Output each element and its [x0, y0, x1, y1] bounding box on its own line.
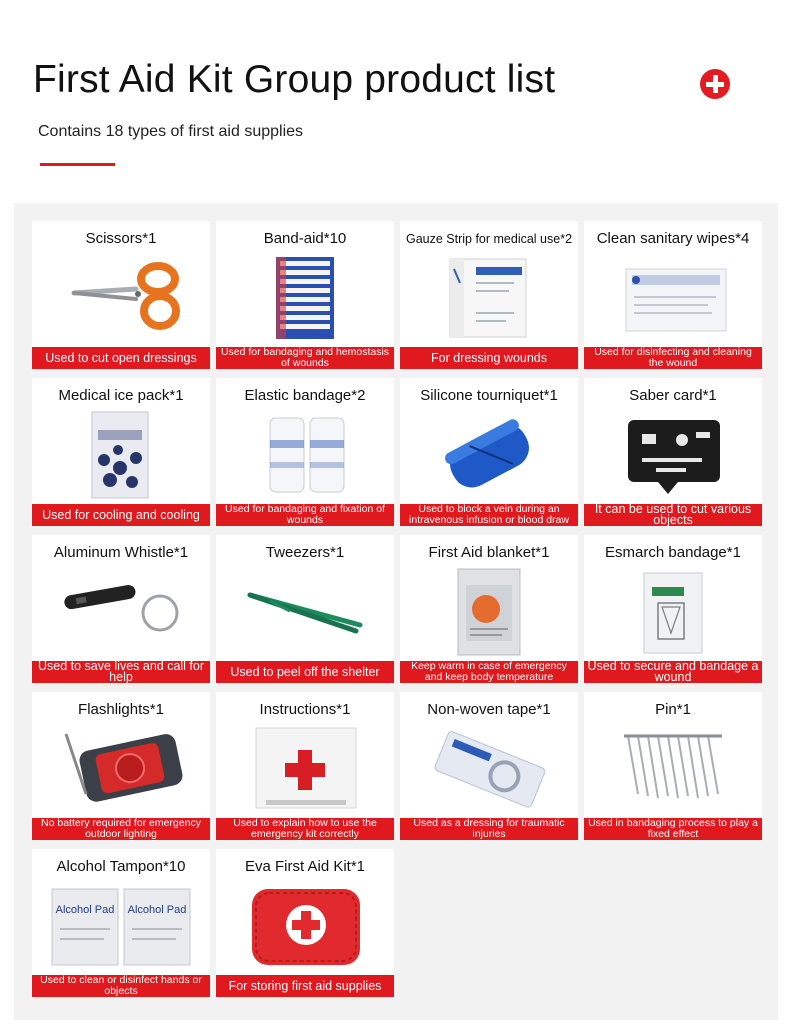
product-caption: Used to cut open dressings	[32, 347, 210, 369]
scissors-icon	[46, 253, 196, 343]
product-name: Non-woven tape*1	[427, 701, 551, 718]
product-caption: No battery required for emergency outdoor lighting	[32, 818, 210, 840]
product-card-non-woven-tape	[400, 692, 578, 840]
product-card-tweezers	[216, 535, 394, 683]
product-card-first-aid-blanket	[400, 535, 578, 683]
product-card-aluminum-whistle	[32, 535, 210, 683]
tourniquet-icon	[414, 410, 564, 500]
safety-pins-icon	[598, 724, 748, 814]
product-caption: Keep warm in case of emergency and keep body temperature	[400, 661, 578, 683]
esmarch-pack-icon	[598, 567, 748, 657]
tweezers-icon	[230, 567, 380, 657]
product-caption: Used to save lives and call for help	[32, 661, 210, 683]
product-name: Clean sanitary wipes*4	[596, 230, 750, 247]
flashlight-icon	[46, 724, 196, 814]
product-name: Medical ice pack*1	[58, 387, 184, 404]
title-underline	[40, 163, 115, 166]
booklet-icon	[230, 724, 380, 814]
saber-card-icon	[598, 410, 748, 500]
product-card-alcohol-tampon	[32, 849, 210, 997]
product-name: Flashlights*1	[78, 701, 164, 718]
product-caption: Used for bandaging and fixation of wounds	[216, 504, 394, 526]
wipes-pack-icon	[598, 253, 748, 343]
tape-pack-icon	[414, 724, 564, 814]
product-name: Band-aid*10	[263, 230, 347, 247]
product-name: Gauze Strip for medical use*2	[405, 232, 573, 246]
medical-cross-icon	[700, 69, 730, 99]
product-name: First Aid blanket*1	[428, 544, 550, 561]
product-name: Alcohol Tampon*10	[56, 858, 186, 875]
product-card-eva-first-aid-kit	[216, 849, 394, 997]
product-card-scissors	[32, 221, 210, 369]
ice-pack-icon	[46, 410, 196, 500]
product-name: Silicone tourniquet*1	[420, 387, 558, 404]
page-title: First Aid Kit Group product list	[33, 58, 556, 101]
product-card-flashlights	[32, 692, 210, 840]
product-card-sanitary-wipes	[584, 221, 762, 369]
alcohol-pad-print: Alcohol Pad	[55, 904, 115, 916]
product-name: Saber card*1	[629, 387, 717, 404]
product-caption: Used for disinfecting and cleaning the wound	[584, 347, 762, 369]
product-caption: Used to explain how to use the emergency kit correctly	[216, 818, 394, 840]
product-panel	[14, 203, 778, 1020]
product-caption: Used for bandaging and hemostasis of wounds	[216, 347, 394, 369]
product-name: Eva First Aid Kit*1	[244, 858, 366, 875]
page-subtitle: Contains 18 types of first aid supplies	[38, 123, 304, 140]
product-card-esmarch-bandage	[584, 535, 762, 683]
product-name: Aluminum Whistle*1	[53, 544, 189, 561]
product-name: Elastic bandage*2	[244, 387, 366, 404]
gauze-pack-icon	[414, 253, 564, 343]
product-caption: Used to peel off the shelter	[216, 661, 394, 683]
product-name: Instructions*1	[259, 701, 351, 718]
band-aid-icon	[230, 253, 380, 343]
whistle-icon	[46, 567, 196, 657]
product-card-gauze-strip	[400, 221, 578, 369]
header	[0, 0, 790, 200]
product-caption: Used as a dressing for traumatic injuries	[400, 818, 578, 840]
product-card-saber-card	[584, 378, 762, 526]
product-card-ice-pack	[32, 378, 210, 526]
product-name: Tweezers*1	[265, 544, 345, 561]
product-caption: Used for cooling and cooling	[32, 504, 210, 526]
bandage-roll-icon	[230, 410, 380, 500]
product-card-silicone-tourniquet	[400, 378, 578, 526]
eva-case-icon	[230, 881, 380, 971]
alcohol-pad-print: Alcohol Pad	[127, 904, 187, 916]
blanket-pack-icon	[414, 567, 564, 657]
alcohol-pad-icon	[46, 881, 196, 971]
product-card-instructions	[216, 692, 394, 840]
product-card-pin	[584, 692, 762, 840]
product-caption: Used to clean or disinfect hands or objects	[32, 975, 210, 997]
product-name: Scissors*1	[85, 230, 157, 247]
product-caption: Used to block a vein during an intravenous infusion or blood draw	[400, 504, 578, 526]
product-card-elastic-bandage	[216, 378, 394, 526]
product-caption: Used in bandaging process to play a fixed effect	[584, 818, 762, 840]
product-caption: Used to secure and bandage a wound	[584, 661, 762, 683]
product-name: Esmarch bandage*1	[605, 544, 741, 561]
product-caption: For dressing wounds	[400, 347, 578, 369]
product-caption: It can be used to cut various objects	[584, 504, 762, 526]
product-name: Pin*1	[655, 701, 691, 718]
product-caption: For storing first aid supplies	[216, 975, 394, 997]
product-card-band-aid	[216, 221, 394, 369]
product-grid	[32, 221, 762, 997]
